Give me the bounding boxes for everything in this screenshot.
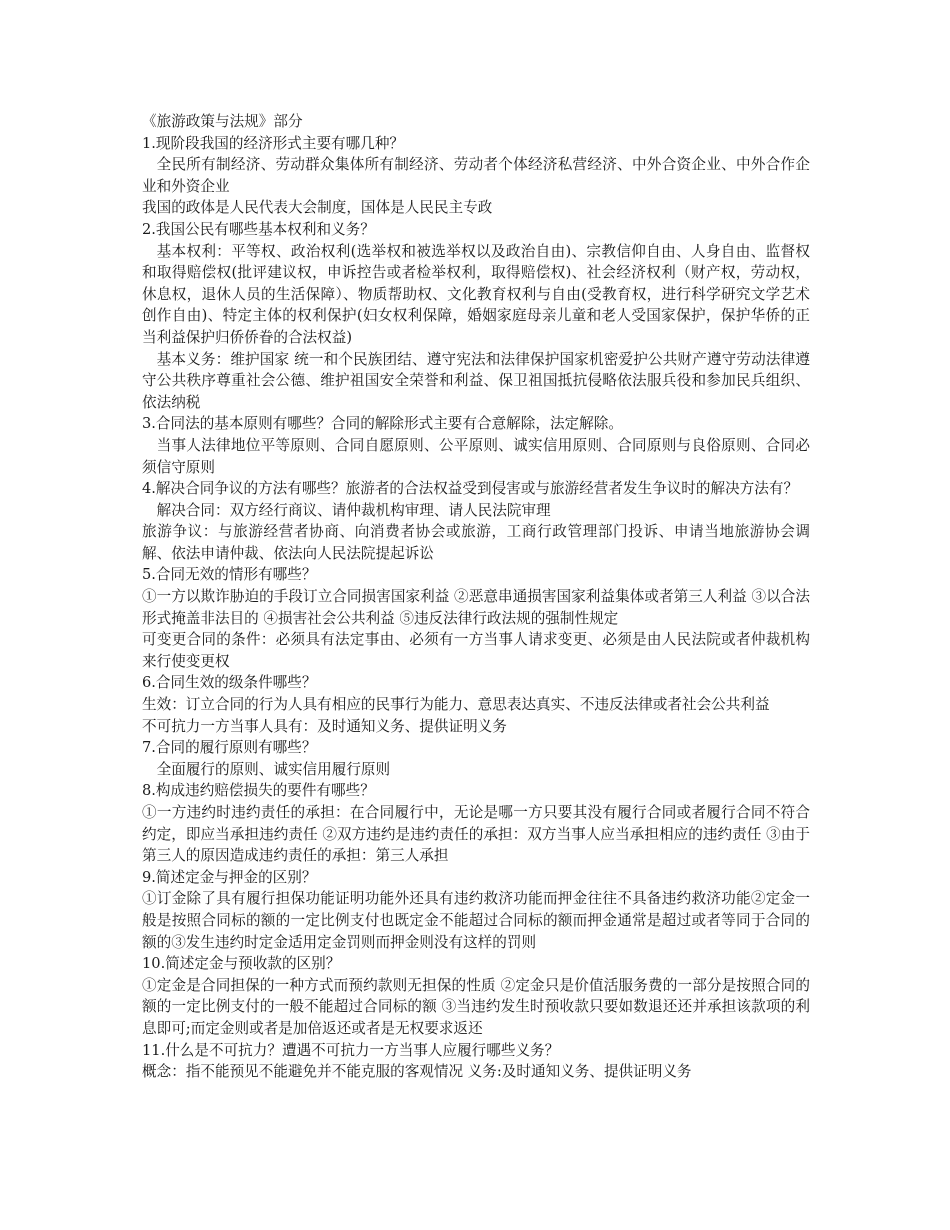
question-heading: 7.合同的履行原则有哪些？: [142, 739, 317, 757]
question-heading: 4.解决合同争议的方法有哪些？旅游者的合法权益受到侵害或与旅游经营者发生争议时的解决方法有？: [142, 480, 799, 498]
question-heading: 2.我国公民有哪些基本权利和义务？: [142, 220, 375, 238]
answer-paragraph: 旅游争议：与旅游经营者协商、向消费者协会或旅游，工商行政管理部门投诉、申请当地旅游协会调解、依法申请仲裁、依法向人民法院提起诉讼: [142, 523, 810, 562]
question-heading: 9.简述定金与押金的区别？: [142, 868, 317, 886]
answer-paragraph: 基本权利：平等权、政治权利(选举权和被选举权以及政治自由)、宗教信仰自由、人身自由、监督权和取得赔偿权(批评建议权，申诉控告或者检举权利，取得赔偿权)、社会经济权利（财产权，劳动权，休息权，退休人员的生活保障）、物质帮助权、文化教育权利与自由(受教育权，进行科学研究文学艺术创作自由)、特定主体的权利保护(妇女权利保障，婚姻家庭母亲儿童和老人受国家保护，保护华侨的正当利益保护归侨侨眷的合法权益): [142, 242, 810, 346]
answer-paragraph: ①一方违约时违约责任的承担：在合同履行中，无论是哪一方只要其没有履行合同或者履行合同不符合约定，即应当承担违约责任 ②双方违约是违约责任的承担：双方当事人应当承担相应的违约责任 ③由于第三人的原因造成违约责任的承担：第三人承担: [142, 804, 810, 865]
answer-paragraph: 全民所有制经济、劳动群众集体所有制经济、劳动者个体经济私营经济、中外合资企业、中外合作企业和外资企业: [142, 156, 810, 195]
answer-paragraph: 概念：指不能预见不能避免并不能克服的客观情况 义务:及时通知义务、提供证明义务: [142, 1063, 692, 1081]
question-heading: 5.合同无效的情形有哪些？: [142, 566, 317, 584]
question-heading: 6.合同生效的级条件哪些？: [142, 674, 317, 692]
answer-paragraph: 我国的政体是人民代表大会制度，国体是人民民主专政: [142, 199, 493, 217]
question-heading: 1.现阶段我国的经济形式主要有哪几种？: [142, 134, 405, 152]
question-heading: 3.合同法的基本原则有哪些？合同的解除形式主要有合意解除，法定解除。: [142, 415, 623, 433]
question-heading: 10.简述定金与预收款的区别？: [142, 955, 341, 973]
answer-paragraph: 可变更合同的条件：必须具有法定事由、必须有一方当事人请求变更、必须是由人民法院或者仲裁机构来行使变更权: [142, 631, 810, 670]
answer-paragraph: 解决合同：双方经行商议、请仲裁机构审理、请人民法院审理: [156, 501, 551, 519]
question-heading: 8.构成违约赔偿损失的要件有哪些？: [142, 782, 375, 800]
document-title: 《旅游政策与法规》部分: [142, 113, 303, 130]
answer-paragraph: 生效：订立合同的行为人具有相应的民事行为能力、意思表达真实、不违反法律或者社会公共利益: [142, 696, 770, 714]
answer-paragraph: ①一方以欺诈胁迫的手段订立合同损害国家利益 ②恶意串通损害国家利益集体或者第三人利益 ③以合法形式掩盖非法目的 ④损害社会公共利益 ⑤违反法律行政法规的强制性规定: [142, 588, 810, 627]
answer-paragraph: ①订金除了具有履行担保功能证明功能外还具有违约救济功能而押金往往不具备违约救济功能②定金一般是按照合同标的额的一定比例支付也既定金不能超过合同标的额而押金通常是超过或者等同于合同的额的③发生违约时定金适用定金罚则而押金则没有这样的罚则: [142, 890, 810, 951]
answer-paragraph: 基本义务：维护国家 统一和个民族团结、遵守宪法和法律保护国家机密爱护公共财产遵守劳动法律遵守公共秩序尊重社会公德、维护祖国安全荣誉和利益、保卫祖国抵抗侵略依法服兵役和参加民兵组织、依法纳税: [142, 350, 810, 411]
question-heading: 11.什么是不可抗力？遭遇不可抗力一方当事人应履行哪些义务？: [142, 1041, 560, 1059]
answer-paragraph: ①定金是合同担保的一种方式而预约款则无担保的性质 ②定金只是价值活服务费的一部分是按照合同的额的一定比例支付的一般不能超过合同标的额 ③当违约发生时预收款只要如数退还还并承担该款项的利息即可;而定金则或者是加倍返还或者是无权要求返还: [142, 976, 810, 1037]
answer-paragraph: 不可抗力一方当事人具有：及时通知义务、提供证明义务: [142, 717, 507, 735]
answer-paragraph: 当事人法律地位平等原则、合同自愿原则、公平原则、诚实信用原则、合同原则与良俗原则、合同必须信守原则: [142, 436, 810, 476]
document-page: [142, 111, 810, 1083]
answer-paragraph: 全面履行的原则、诚实信用履行原则: [156, 760, 391, 778]
